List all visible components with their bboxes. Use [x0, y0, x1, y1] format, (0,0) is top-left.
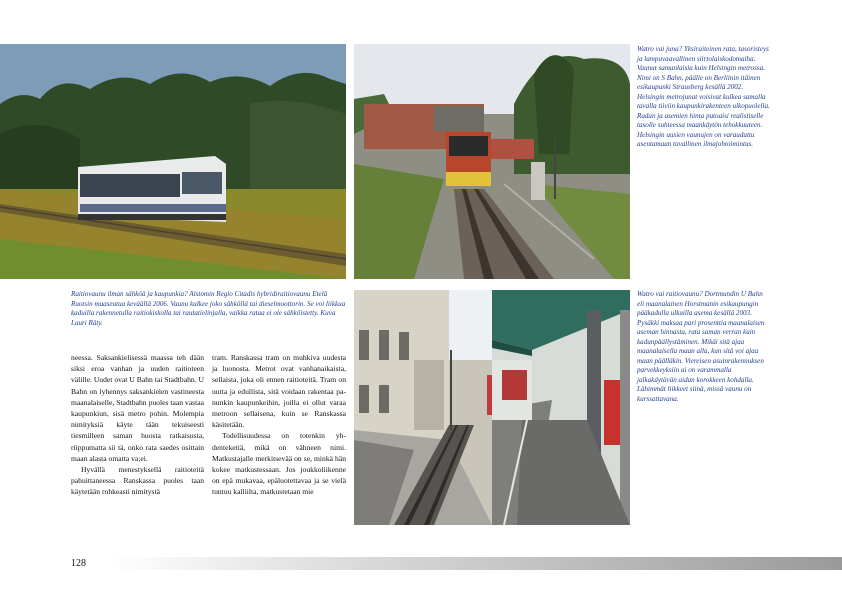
photo-street-tram — [354, 290, 492, 525]
caption-hybrid-tram: Raitiovaunu ilman sähköä ja kaupunkia? Alstomin Regio Citadis hybridiraitiovaunu Etelä Ruotsin maaseutua keväällä 2006. Vaunu kulkee joko sähköllä tai dieselmoottorin. Se voi liikkua kaduilla rakennetulla raitiokiskolla tai rautatielinjalla, vaikka rataa ei ole sähköistetty. Kuva Lauri Räty. — [71, 290, 346, 327]
page-number: 128 — [71, 558, 86, 569]
body-column-1 — [71, 352, 204, 498]
caption-s-bahn: Watro vai juna? Yksiraiteinen rata, tasoristeys ja lampuvaavallinen siirtolaiskodomaiha. Vaunut samanlaisia kuin Helsingin metrossa. Nimi on S Bahn, päälle on Berliinin itäinen esikaupunki Strausberg kesällä 2002. Helsingin metrojunat voisivat kulkea samalla tavalla tiiviin kaupunkirakenteen ulkopuolella. Radan ja asemien hinta putoaisi realistiselle tasolle suhteessa maankäytön tehokkuuteen. Helsingin uusien vaunujen on varauduttu asentamaan tuvallinen ilmajohtoimintus. — [637, 45, 770, 148]
photo-s-bahn-strausberg — [354, 44, 630, 279]
photo-dortmund-platform — [492, 290, 630, 525]
paragraph: Hyvällä menestyksellä raitioteitä pahuittaneessa Ranskassa puoles taan käytetään rohkeasti nimitystä — [71, 465, 204, 497]
caption-dortmund: Watro vai raitiovaunu? Dortmundin U Bahn eli maanalainen Horstmanin esikaupungin pääkadulla ulkuilla asema kesällä 2003. Pysäkki maksaa pari prosenttia maanalaisen aseman hinnasta, rata saman verran kuin kadunpäällystäminen. Mikäi sitä ajaa maanalaisella maan alla, kun sitä voi ajaa maan päälläkin. Viereisen asuinrakennuksen parvekkeyksiin ai on varammalla jalkakäytävän aidan korokkeen kohdalla. Lähimmät liikkeet siinä, missä vaunu on kurssattavana. — [637, 290, 765, 403]
body-column-2 — [212, 352, 346, 498]
footer-gradient-bar — [110, 557, 842, 570]
paragraph: neessa. Saksankielisessä maassa teh dään siksi eroa vanhan ja uuden raitioteen välille. Uudet ovat U Bahn tai Stadtbahn. U Bahn on lyhennys saksankielen vastineesta maanalaiselle, Stadtbahn puoles taan vastaa kaupunkiun, sisä metro pohin. Molempia nimityksiä käyte tään tekuiseesti tiesmilleen saman huosta ratkaisusta, riippumatta sii tä, onko rata saedes osittain maan alasta omatta va;ei. — [71, 353, 204, 463]
paragraph: Todellisuudessa on totenkin yh- denteketiä, mikä on vähneen nimi. Matkustajalle merkitsevää on se, minkä hän kokee matkustessaan. Jos joukkoliikenne on epä mukavaa, epäluotettavaa ja se vielä tuntuu kalliilta, matkustetaan mie — [212, 431, 346, 497]
photo-hybrid-tram — [0, 44, 346, 279]
paragraph: tram. Ranskassa tram on muhkiva uudesta ja luonosta. Metrot ovat vanhanaikaista, sellaista, joka oli ennen raitioteitä. Tram on uutta ja edullista, sitä voidaan rakentaa pa- nunkin kaupunkeihin, joilla ei ollut varaa metroon sellaisena, kuin se Ranskassa käsitetään. — [212, 353, 346, 430]
